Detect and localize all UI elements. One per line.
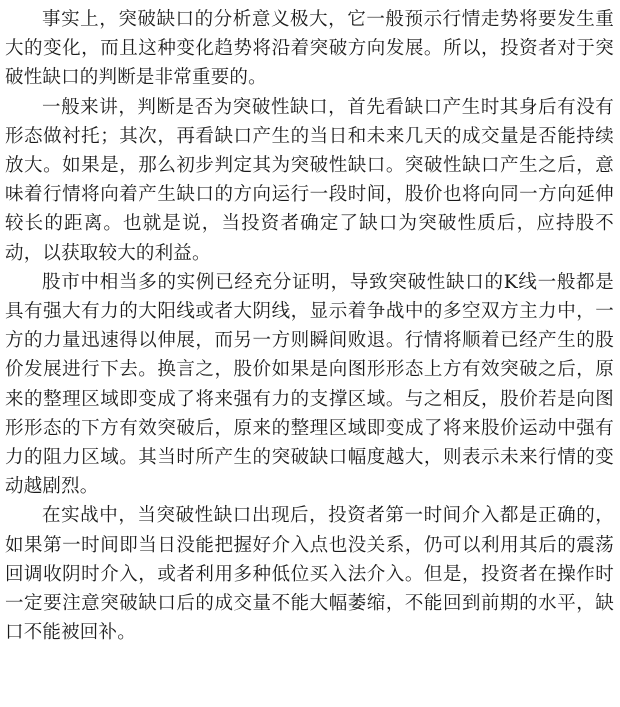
paragraph-4: 在实战中，当突破性缺口出现后，投资者第一时间介入都是正确的，如果第一时间即当日没能把握好介入点也没关系，仍可以利用其后的震荡回调收阴时介入，或者利用多种低位买入法介入。但是，投资者在操作时一定要注意突破缺口后的成交量不能大幅萎缩，不能回到前期的水平，缺口不能被回补。 [5, 505, 614, 644]
paragraph-1: 事实上，突破缺口的分析意义极大，它一般预示行情走势将要发生重大的变化，而且这种变化趋势将沿着突破方向发展。所以，投资者对于突破性缺口的判断是非常重要的。 [5, 9, 614, 89]
paragraph-2: 一般来讲，判断是否为突破性缺口，首先看缺口产生时其身后有没有形态做衬托；其次，再看缺口产生的当日和未来几天的成交量是否能持续放大。如果是，那么初步判定其为突破性缺口。突破性缺口产生之后，意味着行情将向着产生缺口的方向运行一段时间，股价也将向同一方向延伸较长的距离。也就是说，当投资者确定了缺口为突破性质后，应持股不动，以获取较大的利益。 [5, 96, 614, 264]
paragraph-3: 股市中相当多的实例已经充分证明，导致突破性缺口的K线一般都是具有强大有力的大阳线或者大阴线，显示着争战中的多空双方主力中，一方的力量迅速得以伸展，而另一方则瞬间败退。行情将顺着已经产生的股价发展进行下去。换言之，股价如果是向图形形态上方有效突破之后，原来的整理区域即变成了将来强有力的支撑区域。与之相反，股价若是向图形形态的下方有效突破后，原来的整理区域即变成了将来股价运动中强有力的阻力区域。其当时所产生的突破缺口幅度越大，则表示未来行情的变动越剧烈。 [5, 271, 614, 498]
